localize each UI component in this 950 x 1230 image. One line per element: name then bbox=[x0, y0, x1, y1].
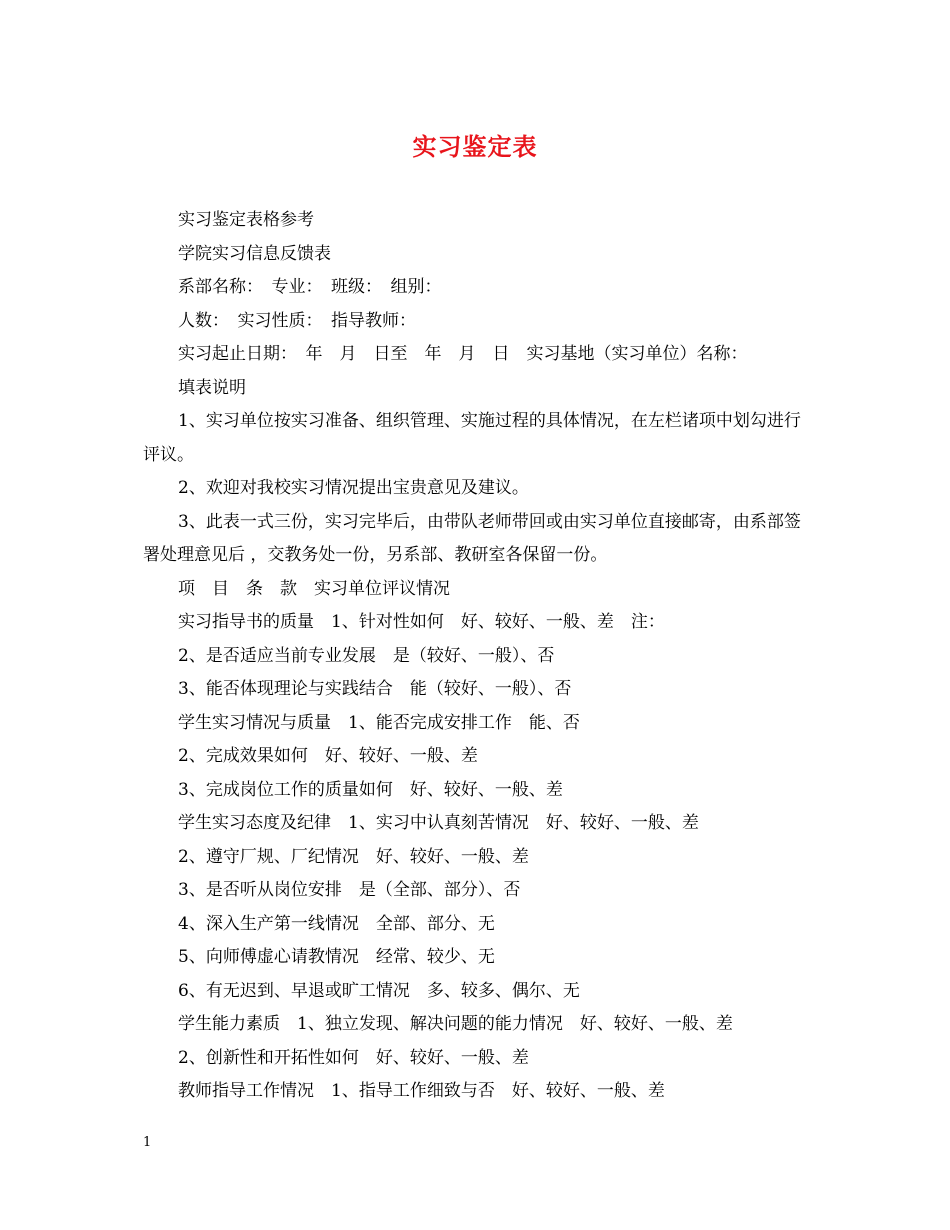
page-number: 1 bbox=[143, 1135, 152, 1150]
paragraph: 教师指导工作情况 1、指导工作细致与否 好、较好、一般、差 bbox=[178, 1081, 665, 1101]
paragraph: 实习起止日期： 年 月 日至 年 月 日 实习基地（实习单位）名称： bbox=[178, 344, 748, 364]
paragraph: 3、能否体现理论与实践结合 能（较好、一般）、否 bbox=[178, 679, 572, 699]
paragraph: 3、是否听从岗位安排 是（全部、部分）、否 bbox=[178, 880, 521, 900]
paragraph: 5、向师傅虚心请教情况 经常、较少、无 bbox=[178, 947, 495, 967]
paragraph: 2、完成效果如何 好、较好、一般、差 bbox=[178, 746, 478, 766]
paragraph: 项 目 条 款 实习单位评议情况 bbox=[178, 578, 450, 599]
paragraph: 学院实习信息反馈表 bbox=[178, 243, 331, 264]
paragraph: 学生实习态度及纪律 1、实习中认真刻苦情况 好、较好、一般、差 bbox=[178, 813, 699, 833]
paragraph: 3、完成岗位工作的质量如何 好、较好、一般、差 bbox=[178, 779, 563, 800]
paragraph: 实习鉴定表格参考 bbox=[178, 210, 314, 230]
document-title: 实习鉴定表 bbox=[412, 132, 538, 161]
paragraph: 2、创新性和开拓性如何 好、较好、一般、差 bbox=[178, 1047, 529, 1068]
paragraph: 实习指导书的质量 1、针对性如何 好、较好、一般、差 注： bbox=[178, 612, 665, 632]
document-body bbox=[143, 204, 811, 1109]
paragraph: 2、是否适应当前专业发展 是（较好、一般）、否 bbox=[178, 645, 555, 666]
paragraph: 填表说明 bbox=[178, 377, 246, 398]
paragraph: 系部名称： 专业： 班级： 组别： bbox=[178, 277, 442, 297]
paragraph: 学生能力素质 1、独立发现、解决问题的能力情况 好、较好、一般、差 bbox=[178, 1014, 733, 1034]
paragraph: 6、有无迟到、早退或旷工情况 多、较多、偶尔、无 bbox=[178, 980, 580, 1001]
paragraph: 4、深入生产第一线情况 全部、部分、无 bbox=[178, 913, 495, 934]
paragraph: 2、欢迎对我校实习情况提出宝贵意见及建议。 bbox=[178, 478, 529, 498]
paragraph: 2、遵守厂规、厂纪情况 好、较好、一般、差 bbox=[178, 846, 529, 867]
paragraph: 人数： 实习性质： 指导教师： bbox=[178, 310, 416, 331]
paragraph: 学生实习情况与质量 1、能否完成安排工作 能、否 bbox=[178, 712, 580, 733]
paragraph: 1、实习单位按实习准备、组织管理、实施过程的具体情况，在左栏诸项中划勾进行评议。 bbox=[143, 411, 801, 465]
paragraph: 3、此表一式三份，实习完毕后，由带队老师带回或由实习单位直接邮寄，由系部签署处理意见后 ，交教务处一份，另系部、教研室各保留一份。 bbox=[143, 511, 801, 565]
